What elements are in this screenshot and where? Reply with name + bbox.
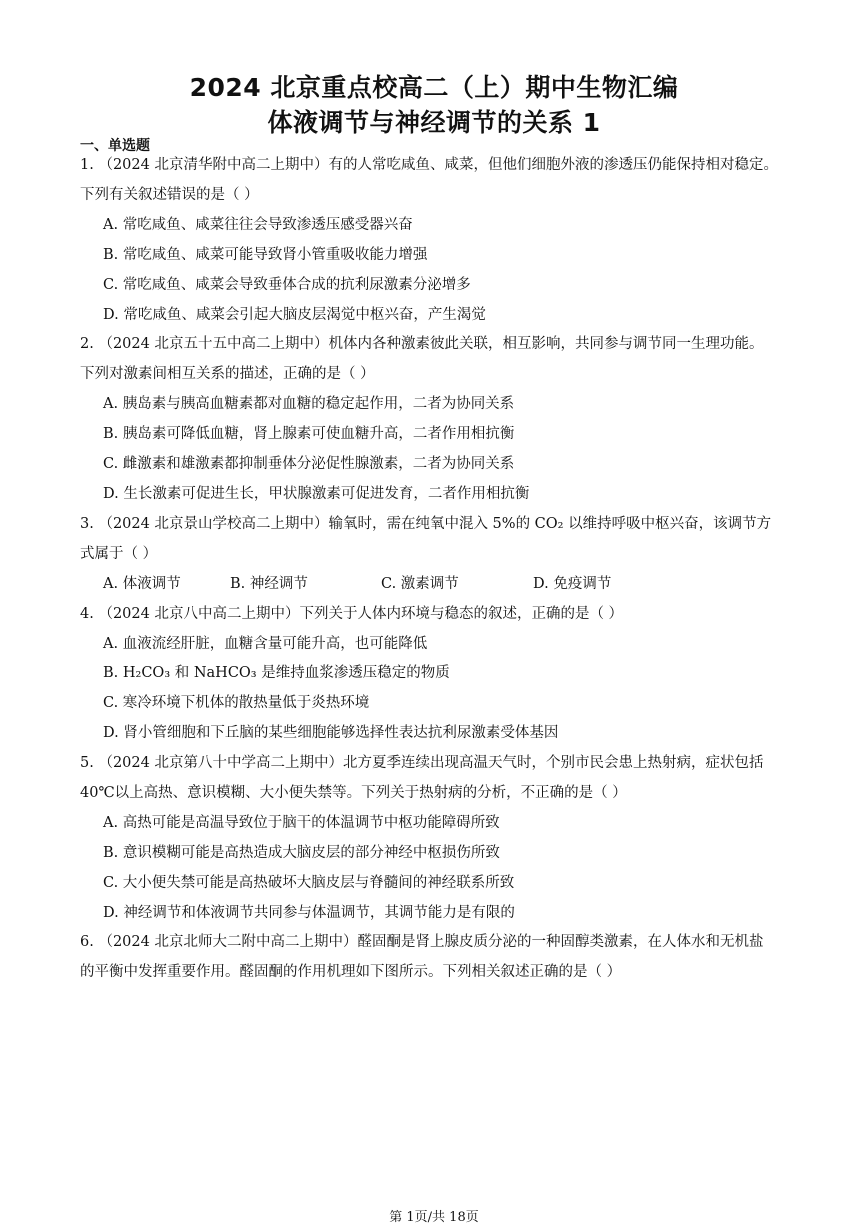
q5-option-a: A. 高热可能是高温导致位于脑干的体温调节中枢功能障碍所致 (103, 815, 500, 831)
q1-stem-line2: 下列有关叙述错误的是（ ） (80, 187, 259, 203)
q1-option-a: A. 常吃咸鱼、咸菜往往会导致渗透压感受器兴奋 (103, 217, 413, 233)
q1-stem-line1: 1. （2024 北京清华附中高二上期中）有的人常吃咸鱼、咸菜，但他们细胞外液的渗透压仍能保持相对稳定。 (80, 157, 778, 173)
q2-stem-line1: 2. （2024 北京五十五中高二上期中）机体内各种激素彼此关联，相互影响，共同参与调节同一生理功能。 (80, 336, 764, 352)
q6-stem-line1: 6. （2024 北京北师大二附中高二上期中）醛固酮是肾上腺皮质分泌的一种固醇类激素，在人体水和无机盐 (80, 934, 764, 950)
q5-option-c: C. 大小便失禁可能是高热破坏大脑皮层与脊髓间的神经联系所致 (103, 875, 515, 891)
q4-stem-line1: 4. （2024 北京八中高二上期中）下列关于人体内环境与稳态的叙述，正确的是（ ） (80, 606, 624, 622)
q1-option-c: C. 常吃咸鱼、咸菜会导致垂体合成的抗利尿激素分泌增多 (103, 277, 471, 293)
page-footer: 第 1页/共 18页 (389, 1210, 479, 1225)
q2-stem-line2: 下列对激素间相互关系的描述，正确的是（ ） (80, 366, 375, 382)
q2-option-b: B. 胰岛素可降低血糖，肾上腺素可使血糖升高，二者作用相抗衡 (103, 426, 515, 442)
q3-stem-line2: 式属于（ ） (80, 546, 158, 562)
q4-option-a: A. 血液流经肝脏，血糖含量可能升高，也可能降低 (103, 636, 428, 652)
q3-option-c: C. 激素调节 (381, 576, 459, 592)
q4-option-c: C. 寒冷环境下机体的散热量低于炎热环境 (103, 695, 370, 711)
q3-option-b: B. 神经调节 (230, 576, 308, 592)
q6-stem-line2: 的平衡中发挥重要作用。醛固酮的作用机理如下图所示。下列相关叙述正确的是（ ） (80, 964, 622, 980)
q2-option-a: A. 胰岛素与胰高血糖素都对血糖的稳定起作用，二者为协同关系 (103, 396, 515, 412)
q5-option-b: B. 意识模糊可能是高热造成大脑皮层的部分神经中枢损伤所致 (103, 845, 500, 861)
q5-stem-line1: 5. （2024 北京第八十中学高二上期中）北方夏季连续出现高温天气时，个别市民会患上热射病，症状包括 (80, 755, 764, 771)
q4-option-b: B. H₂CO₃ 和 NaHCO₃ 是维持血浆渗透压稳定的物质 (103, 665, 450, 681)
page-subtitle: 体液调节与神经调节的关系 1 (267, 108, 601, 137)
q3-option-a: A. 体液调节 (103, 576, 181, 592)
q1-option-b: B. 常吃咸鱼、咸菜可能导致肾小管重吸收能力增强 (103, 247, 428, 263)
q5-stem-line2: 40℃以上高热、意识模糊、大小便失禁等。下列关于热射病的分析，不正确的是（ ） (80, 785, 627, 801)
q3-option-d: D. 免疫调节 (533, 576, 612, 592)
q3-stem-line1: 3. （2024 北京景山学校高二上期中）输氧时，需在纯氧中混入 5%的 CO₂ 以维持呼吸中枢兴奋，该调节方 (80, 516, 772, 532)
q1-option-d: D. 常吃咸鱼、咸菜会引起大脑皮层渴觉中枢兴奋，产生渴觉 (103, 307, 486, 323)
q4-option-d: D. 肾小管细胞和下丘脑的某些细胞能够选择性表达抗利尿激素受体基因 (103, 725, 559, 741)
page-title: 2024 北京重点校高二（上）期中生物汇编 (189, 73, 679, 102)
q2-option-c: C. 雌激素和雄激素都抑制垂体分泌促性腺激素，二者为协同关系 (103, 456, 515, 472)
section-heading: 一、单选题 (80, 138, 150, 154)
q2-option-d: D. 生长激素可促进生长，甲状腺激素可促进发育，二者作用相抗衡 (103, 486, 530, 502)
q5-option-d: D. 神经调节和体液调节共同参与体温调节，其调节能力是有限的 (103, 905, 515, 921)
